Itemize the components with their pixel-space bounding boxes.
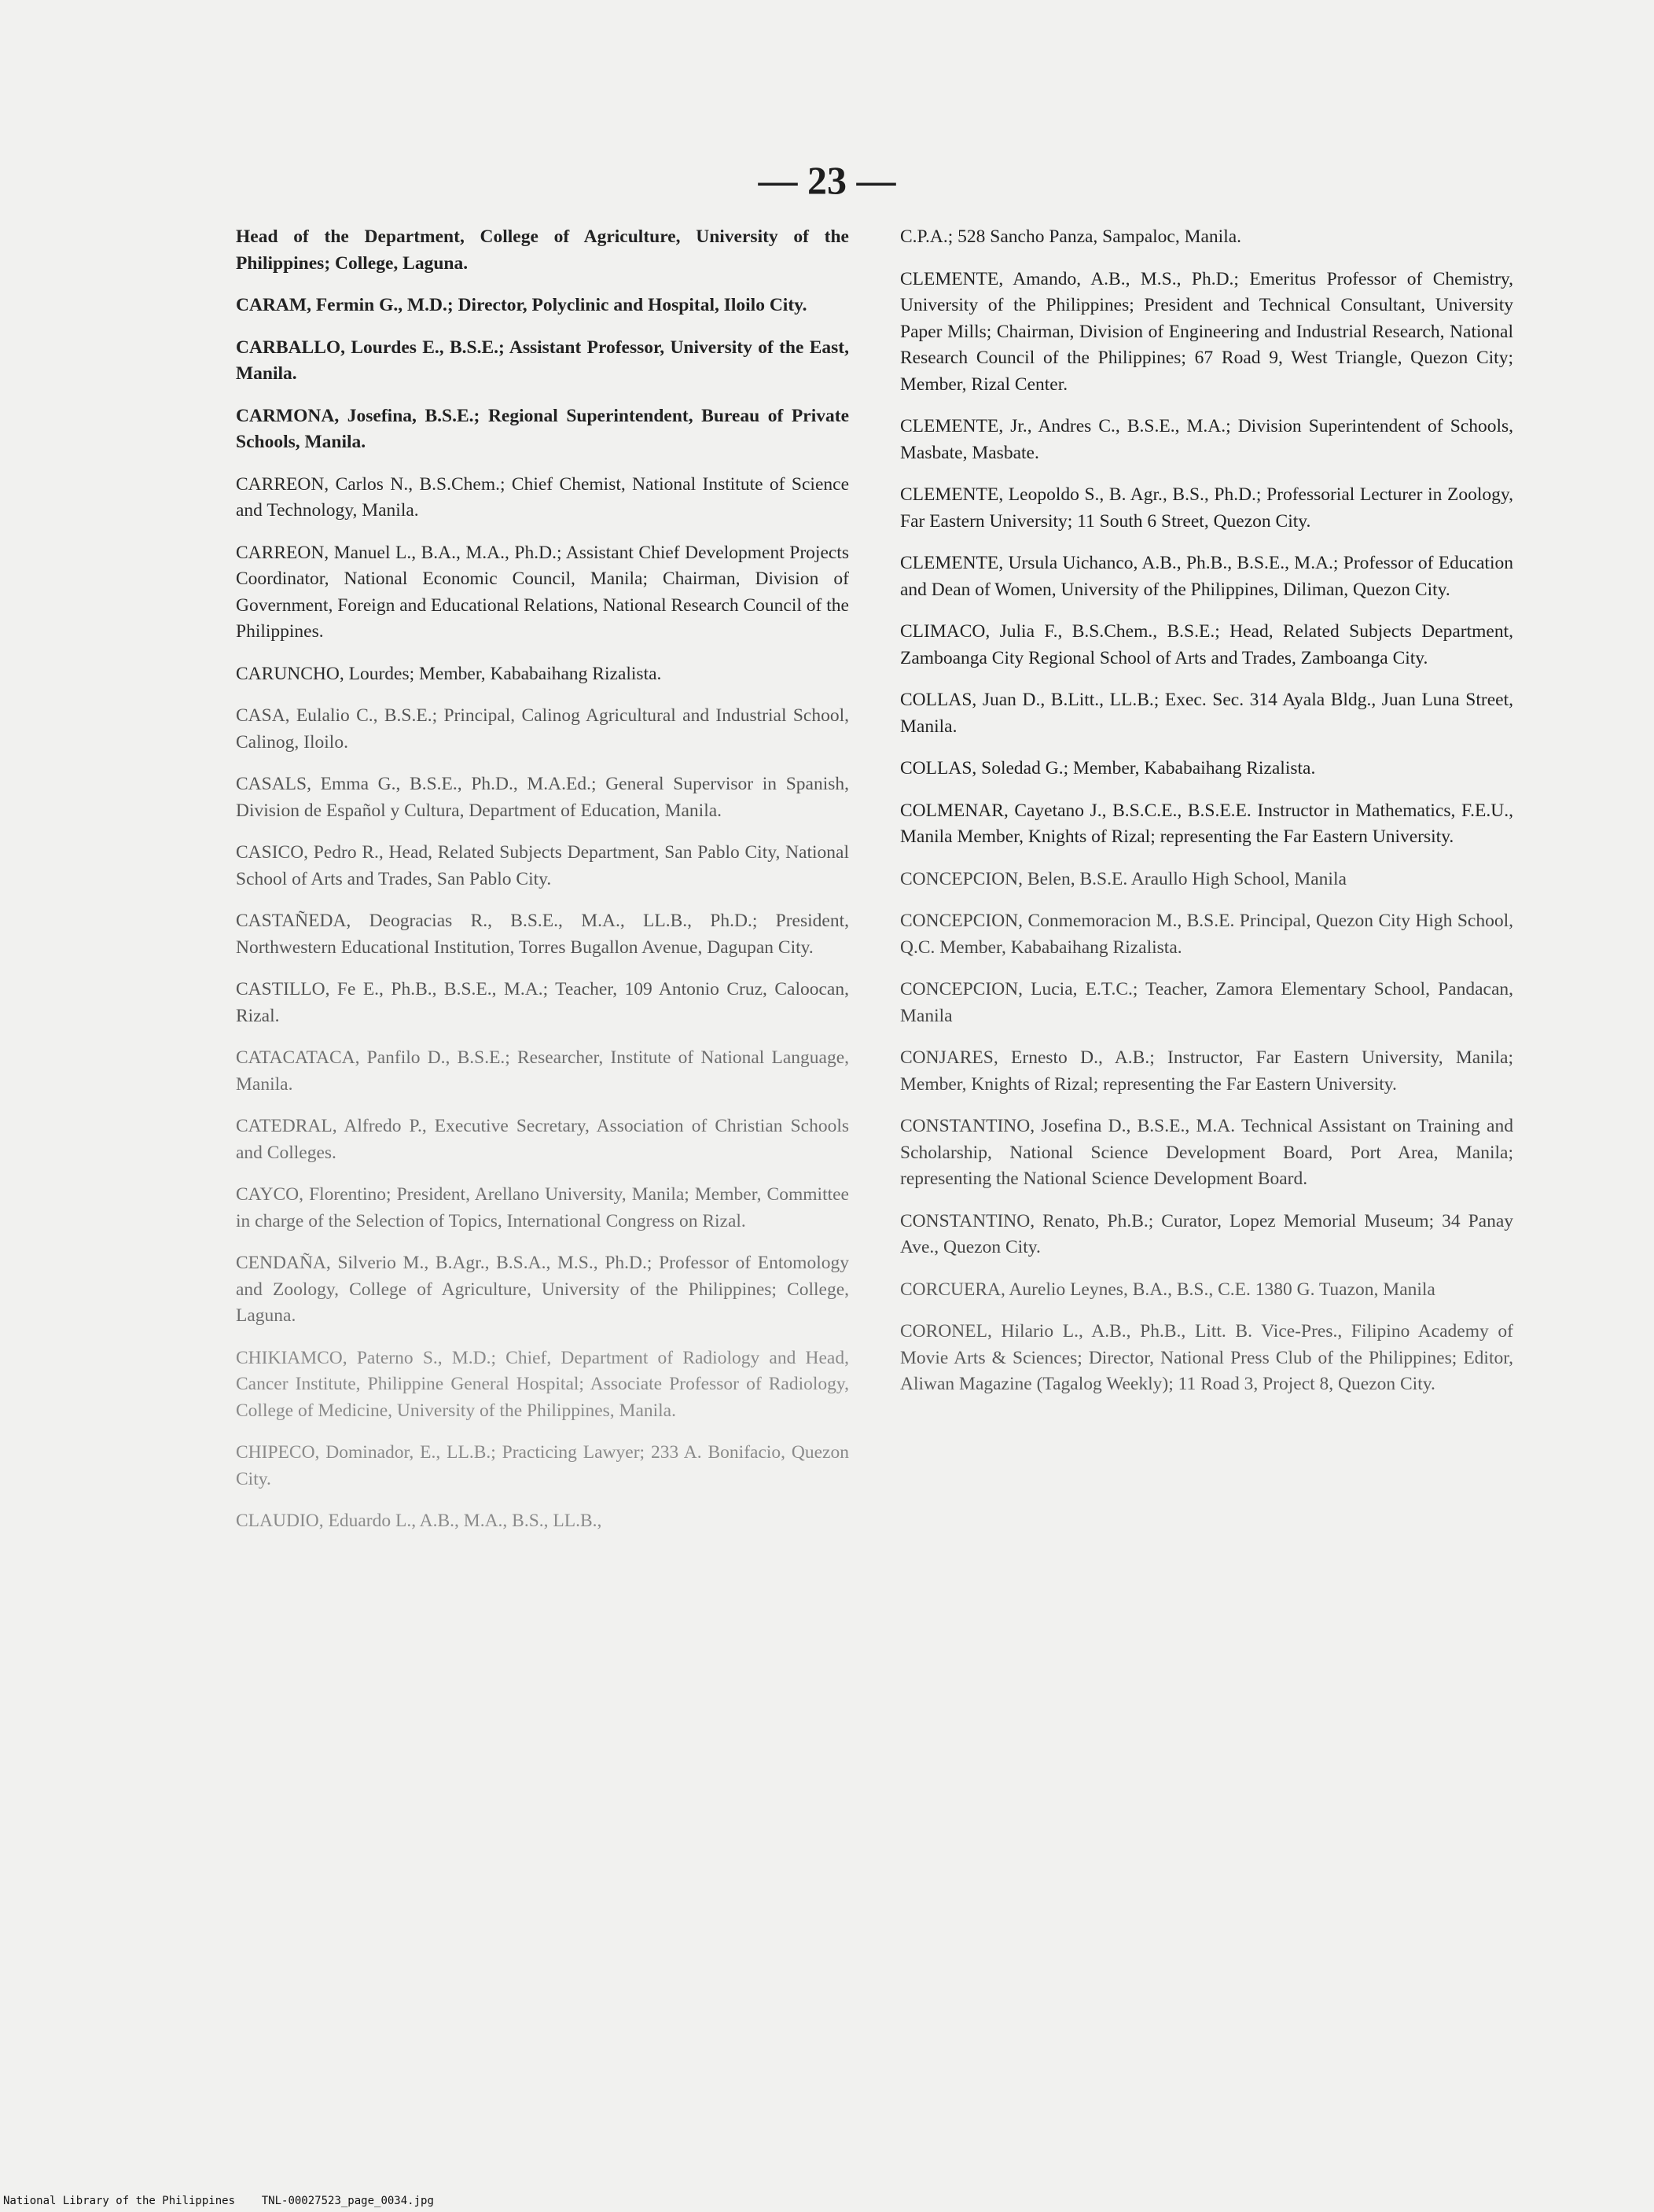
- directory-entry: CLIMACO, Julia F., B.S.Chem., B.S.E.; Head, Related Subjects Department, Zamboanga City Regional School of Arts and Trades, Zamboanga City.: [900, 621, 1513, 668]
- directory-entry: CARREON, Carlos N., B.S.Chem.; Chief Chemist, National Institute of Science and Technology, Manila.: [236, 473, 849, 521]
- directory-entry: CLEMENTE, Jr., Andres C., B.S.E., M.A.; Division Superintendent of Schools, Masbate, Masbate.: [900, 416, 1513, 463]
- directory-entry: CARUNCHO, Lourdes; Member, Kababaihang Rizalista.: [236, 663, 662, 684]
- directory-entry: Head of the Department, College of Agriculture, University of the Philippines; College, Laguna.: [236, 226, 849, 274]
- directory-entry: CHIKIAMCO, Paterno S., M.D.; Chief, Department of Radiology and Head, Cancer Institute, Philippine General Hospital; Associate Professor of Radiology, College of Medicine, University of the Philippines, Manila.: [236, 1347, 849, 1421]
- footer-caption: [3, 2195, 434, 2207]
- footer-file: TNL-00027523_page_0034.jpg: [261, 2195, 434, 2207]
- directory-entry: CASTILLO, Fe E., Ph.B., B.S.E., M.A.; Teacher, 109 Antonio Cruz, Caloocan, Rizal.: [236, 979, 849, 1026]
- directory-entry: CATACATACA, Panfilo D., B.S.E.; Researcher, Institute of National Language, Manila.: [236, 1047, 849, 1095]
- directory-entry: CLAUDIO, Eduardo L., A.B., M.A., B.S., LL.B.,: [236, 1511, 602, 1531]
- directory-entry: CATEDRAL, Alfredo P., Executive Secretary, Association of Christian Schools and Colleges.: [236, 1116, 849, 1163]
- directory-entry: COLLAS, Soledad G.; Member, Kababaihang Rizalista.: [900, 758, 1316, 778]
- right-column: [900, 224, 1513, 1414]
- directory-entry: CENDAÑA, Silverio M., B.Agr., B.S.A., M.S., Ph.D.; Professor of Entomology and Zoology, College of Agriculture, University of the Philippines; College, Laguna.: [236, 1253, 849, 1326]
- directory-entry: CARMONA, Josefina, B.S.E.; Regional Superintendent, Bureau of Private Schools, Manila.: [236, 405, 849, 452]
- left-column: [236, 224, 849, 1551]
- directory-entry: CORCUERA, Aurelio Leynes, B.A., B.S., C.E. 1380 G. Tuazon, Manila: [900, 1279, 1435, 1300]
- directory-entry: CLEMENTE, Leopoldo S., B. Agr., B.S., Ph.D.; Professorial Lecturer in Zoology, Far Eastern University; 11 South 6 Street, Quezon City.: [900, 484, 1513, 532]
- directory-entry: CONJARES, Ernesto D., A.B.; Instructor, Far Eastern University, Manila; Member, Knights of Rizal; representing the Far Eastern University.: [900, 1047, 1513, 1095]
- directory-entry: CASALS, Emma G., B.S.E., Ph.D., M.A.Ed.; General Supervisor in Spanish, Division de Español y Cultura, Department of Education, Manila.: [236, 774, 849, 821]
- directory-entry: CORONEL, Hilario L., A.B., Ph.B., Litt. B. Vice-Pres., Filipino Academy of Movie Arts & Sciences; Director, National Press Club of the Philippines; Editor, Aliwan Magazine (Tagalog Weekly); 11 Road 3, Project 8, Quezon City.: [900, 1321, 1513, 1394]
- directory-entry: CARAM, Fermin G., M.D.; Director, Polyclinic and Hospital, Iloilo City.: [236, 295, 807, 315]
- directory-entry: COLMENAR, Cayetano J., B.S.C.E., B.S.E.E. Instructor in Mathematics, F.E.U., Manila Member, Knights of Rizal; representing the Far Eastern University.: [900, 800, 1513, 847]
- directory-entry: C.P.A.; 528 Sancho Panza, Sampaloc, Manila.: [900, 226, 1242, 247]
- directory-entry: CONSTANTINO, Renato, Ph.B.; Curator, Lopez Memorial Museum; 34 Panay Ave., Quezon City.: [900, 1210, 1513, 1257]
- directory-entry: CONCEPCION, Lucia, E.T.C.; Teacher, Zamora Elementary School, Pandacan, Manila: [900, 979, 1513, 1026]
- directory-entry: CLEMENTE, Ursula Uichanco, A.B., Ph.B., B.S.E., M.A.; Professor of Education and Dean of Women, University of the Philippines, Diliman, Quezon City.: [900, 553, 1513, 600]
- page-number: — 23 —: [758, 158, 896, 202]
- directory-entry: CLEMENTE, Amando, A.B., M.S., Ph.D.; Emeritus Professor of Chemistry, University of the Philippines; President and Technical Consultant, University Paper Mills; Chairman, Division of Engineering and Industrial Research, National Research Council of the Philippines; 67 Road 9, West Triangle, Quezon City; Member, Rizal Center.: [900, 268, 1513, 395]
- directory-entry: CARREON, Manuel L., B.A., M.A., Ph.D.; Assistant Chief Development Projects Coordinator, National Economic Council, Manila; Chairman, Division of Government, Foreign and Educational Relations, National Research Council of the Philippines.: [236, 542, 849, 642]
- directory-entry: COLLAS, Juan D., B.Litt., LL.B.; Exec. Sec. 314 Ayala Bldg., Juan Luna Street, Manila.: [900, 690, 1513, 737]
- directory-entry: CAYCO, Florentino; President, Arellano University, Manila; Member, Committee in charge of the Selection of Topics, International Congress on Rizal.: [236, 1184, 849, 1231]
- directory-entry: CASTAÑEDA, Deogracias R., B.S.E., M.A., LL.B., Ph.D.; President, Northwestern Educational Institution, Torres Bugallon Avenue, Dagupan City.: [236, 911, 849, 958]
- footer-library: National Library of the Philippines: [3, 2195, 236, 2207]
- directory-entry: CHIPECO, Dominador, E., LL.B.; Practicing Lawyer; 233 A. Bonifacio, Quezon City.: [236, 1442, 849, 1489]
- directory-entry: CONCEPCION, Belen, B.S.E. Araullo High School, Manila: [900, 868, 1347, 889]
- directory-entry: CARBALLO, Lourdes E., B.S.E.; Assistant Professor, University of the East, Manila.: [236, 337, 849, 384]
- directory-entry: CASA, Eulalio C., B.S.E.; Principal, Calinog Agricultural and Industrial School, Calinog, Iloilo.: [236, 705, 849, 753]
- directory-entry: CASICO, Pedro R., Head, Related Subjects Department, San Pablo City, National School of Arts and Trades, San Pablo City.: [236, 842, 849, 889]
- directory-entry: CONCEPCION, Conmemoracion M., B.S.E. Principal, Quezon City High School, Q.C. Member, Kababaihang Rizalista.: [900, 911, 1513, 958]
- directory-entry: CONSTANTINO, Josefina D., B.S.E., M.A. Technical Assistant on Training and Scholarship, National Science Development Board, Port Area, Manila; representing the National Science Development Board.: [900, 1116, 1513, 1189]
